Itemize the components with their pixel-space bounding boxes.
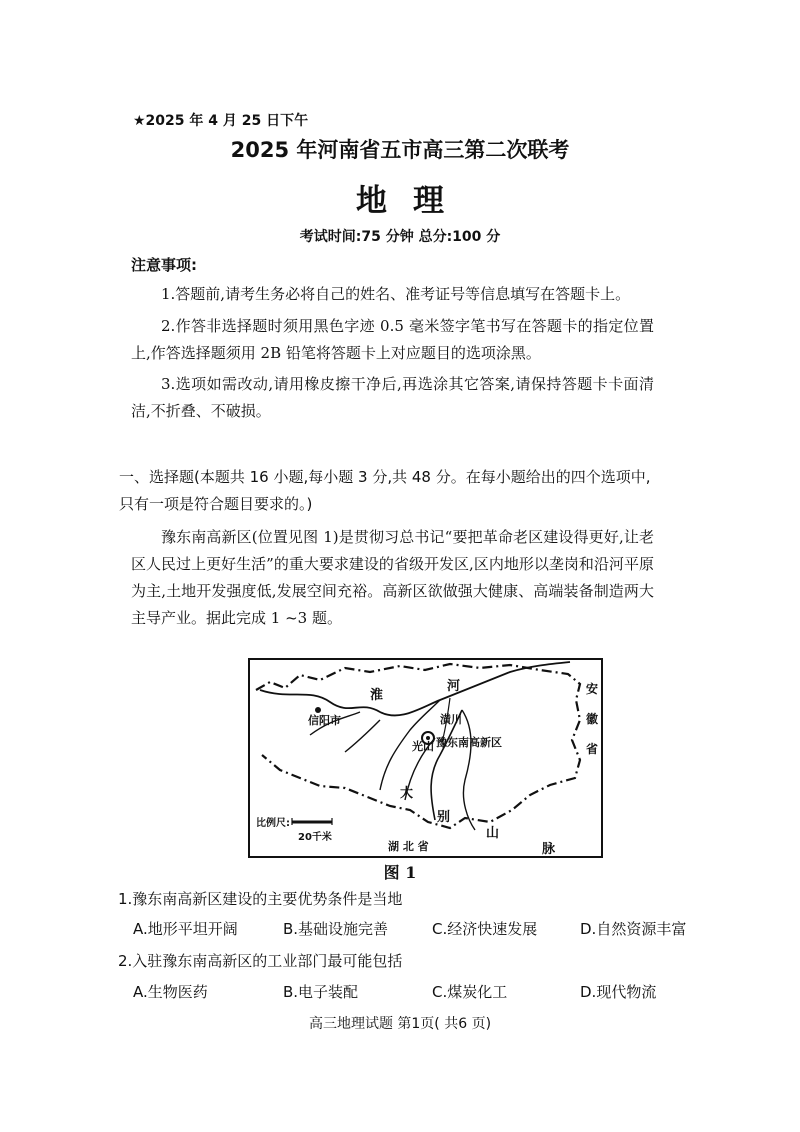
note-item-2: 2.作答非选择题时须用黑色字迹 0.5 毫米签字笔书写在答题卡的指定位置上,作答选择题须用 2B 铅笔将答题卡上对应题目的选项涂黑。 <box>131 317 654 362</box>
note-item-3: 3.选项如需改动,请用橡皮擦干净后,再选涂其它答案,请保持答题卡卡面清洁,不折叠、不破损。 <box>131 375 654 420</box>
tributary-6 <box>462 710 475 830</box>
q2-option-d: D.现代物流 <box>580 983 657 1001</box>
label-guangshan: 光山 <box>412 740 434 753</box>
label-hui: 徽 <box>586 712 599 726</box>
label-bie: 别 <box>437 810 451 825</box>
q2-option-a: A.生物医药 <box>133 983 208 1001</box>
question-2-stem: 2.入驻豫东南高新区的工业部门最可能包括 <box>118 952 403 970</box>
section-heading: 一、选择题(本题共 16 小题,每小题 3 分,共 48 分。在每小题给出的四个选项中,只有一项是符合题目要求的。) <box>119 468 651 513</box>
label-scale-value: 20千米 <box>298 832 332 843</box>
question-1-stem: 1.豫东南高新区建设的主要优势条件是当地 <box>118 890 403 908</box>
label-shan: 山 <box>486 826 500 841</box>
map-drawing <box>250 660 601 856</box>
tributary-2 <box>345 720 380 752</box>
passage: 豫东南高新区(位置见图 1)是贯彻习总书记“要把革命老区建设得更好,让老区人民过上更好生活”的重大要求建设的省级开发区,区内地形以垄岗和沿河平原为主,土地开发强度低,发展空间充裕。高新区欲做强大健康、高端装备制造两大主导产业。据此完成 1 ~3 题。 <box>131 528 654 627</box>
label-mai: 脉 <box>542 842 556 857</box>
label-huai: 淮 <box>370 688 384 703</box>
label-he: 河 <box>447 679 461 694</box>
exam-date: ★2025 年 4 月 25 日下午 <box>133 113 309 129</box>
label-scale: 比例尺: <box>256 818 290 829</box>
huai-river <box>260 662 570 715</box>
note-item-1: 1.答题前,请考生务必将自己的姓名、准考证号等信息填写在答题卡上。 <box>161 285 631 303</box>
figure-map <box>248 658 603 858</box>
q1-option-b: B.基础设施完善 <box>283 920 389 938</box>
q1-option-c: C.经济快速发展 <box>432 920 538 938</box>
subject-title: 地理 <box>356 183 470 219</box>
label-hubei: 湖 北 省 <box>388 840 429 853</box>
figure-caption: 图 1 <box>383 863 417 882</box>
q2-option-b: B.电子装配 <box>283 983 359 1001</box>
label-an: 安 <box>586 682 599 696</box>
label-xinyang: 信阳市 <box>308 714 341 727</box>
label-huangchuan: 潢川 <box>440 713 462 726</box>
label-da: 大 <box>400 786 414 801</box>
q1-option-d: D.自然资源丰富 <box>580 920 687 938</box>
page-footer: 高三地理试题 第1页( 共6 页) <box>308 1016 492 1032</box>
q2-option-c: C.煤炭化工 <box>432 983 508 1001</box>
label-zone: 豫东南高新区 <box>436 736 502 749</box>
exam-title: 2025 年河南省五市高三第二次联考 <box>230 138 570 162</box>
exam-info: 考试时间:75 分钟 总分:100 分 <box>299 229 501 245</box>
label-sheng: 省 <box>586 742 599 756</box>
notes-title: 注意事项: <box>131 256 197 274</box>
q1-option-a: A.地形平坦开阔 <box>133 920 238 938</box>
